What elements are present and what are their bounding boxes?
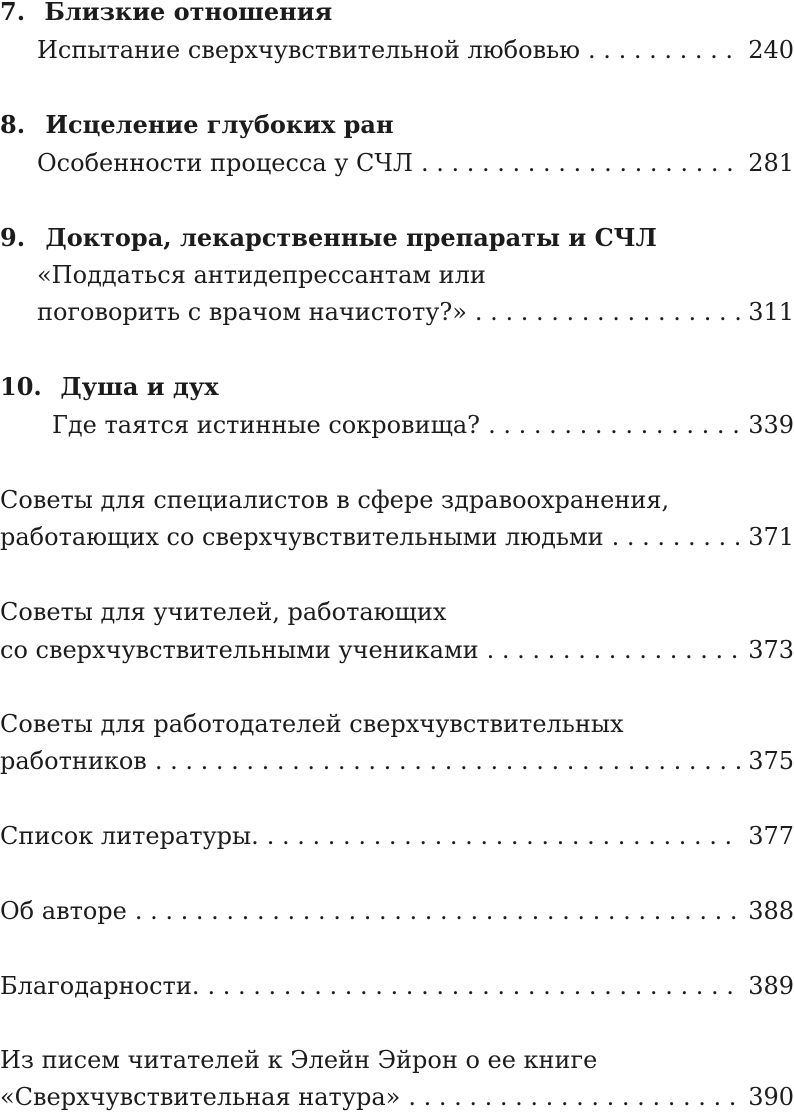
chapter-title: Душа и дух xyxy=(60,372,219,401)
toc-entry[interactable] xyxy=(0,891,794,931)
dot-leader xyxy=(155,741,740,781)
dot-leader xyxy=(207,966,740,1006)
dot-leader xyxy=(408,1077,740,1117)
toc-chapter-heading xyxy=(0,367,794,407)
page-number: 389 xyxy=(748,972,794,1000)
page-number: 390 xyxy=(748,1083,794,1111)
toc-entry[interactable] xyxy=(52,405,794,445)
toc-entry-text: Советы для специалистов в сфере здравоохранения, xyxy=(0,486,670,514)
toc-entry[interactable] xyxy=(0,1077,794,1117)
toc-entry-text: работников xyxy=(0,747,147,775)
dot-leader xyxy=(421,143,740,183)
toc-entry[interactable] xyxy=(0,816,794,856)
toc-chapter-heading xyxy=(0,218,794,258)
chapter-number: 7. xyxy=(0,0,26,26)
toc-entry-text: Особенности процесса у СЧЛ xyxy=(37,149,413,177)
toc-entry[interactable] xyxy=(37,143,794,183)
page-number: 388 xyxy=(748,897,794,925)
toc-entry-text: Советы для учителей, работающих xyxy=(0,598,447,626)
chapter-number: 10. xyxy=(0,372,42,401)
toc-entry-text: Список литературы. xyxy=(0,822,259,850)
chapter-number: 8. xyxy=(0,110,26,139)
page-number: 339 xyxy=(748,411,794,439)
page-number: 281 xyxy=(748,149,794,177)
toc-entry[interactable] xyxy=(0,741,794,781)
page-number: 373 xyxy=(748,636,794,664)
toc-entry-text: Испытание сверхчувствительной любовью xyxy=(37,36,581,64)
chapter-title: Доктора, лекарственные препараты и СЧЛ xyxy=(45,223,657,252)
toc-entry-text: Благодарности. xyxy=(0,972,200,1000)
toc-entry-text: Об авторе xyxy=(0,897,127,925)
toc-entry[interactable] xyxy=(37,30,794,70)
dot-leader xyxy=(588,30,740,70)
toc-entry[interactable] xyxy=(0,966,794,1006)
toc-entry-text: Где таятся истинные сокровища? xyxy=(52,411,481,439)
toc-entry-text: со сверхчувствительными учениками xyxy=(0,636,479,664)
toc-entry-text: работающих со сверхчувствительными людьми xyxy=(0,523,604,551)
toc-entry[interactable] xyxy=(0,517,794,557)
dot-leader xyxy=(267,816,740,856)
dot-leader xyxy=(475,292,740,332)
page-number: 377 xyxy=(748,822,794,850)
toc-entry[interactable] xyxy=(0,630,794,670)
chapter-title: Исцеление глубоких ран xyxy=(45,110,394,139)
chapter-number: 9. xyxy=(0,223,26,252)
toc-entry-text: Советы для работодателей сверхчувствительных xyxy=(0,710,624,738)
toc-entry-text: Из писем читателей к Элейн Эйрон о ее книге xyxy=(0,1046,598,1074)
toc-chapter-heading xyxy=(0,0,794,32)
toc-entry[interactable] xyxy=(37,292,794,332)
toc-entry-text: «Сверхчувствительная натура» xyxy=(0,1083,401,1111)
toc-entry-text: «Поддаться антидепрессантам или xyxy=(37,261,486,289)
dot-leader xyxy=(488,405,740,445)
toc-chapter-heading xyxy=(0,105,794,145)
page-number: 311 xyxy=(748,298,794,326)
toc-entry-text: поговорить с врачом начистоту?» xyxy=(37,298,467,326)
dot-leader xyxy=(135,891,740,931)
page-number: 375 xyxy=(748,747,794,775)
dot-leader xyxy=(487,630,741,670)
page-number: 240 xyxy=(748,36,794,64)
page-number: 371 xyxy=(748,523,794,551)
dot-leader xyxy=(612,517,741,557)
chapter-title: Близкие отношения xyxy=(44,0,333,26)
